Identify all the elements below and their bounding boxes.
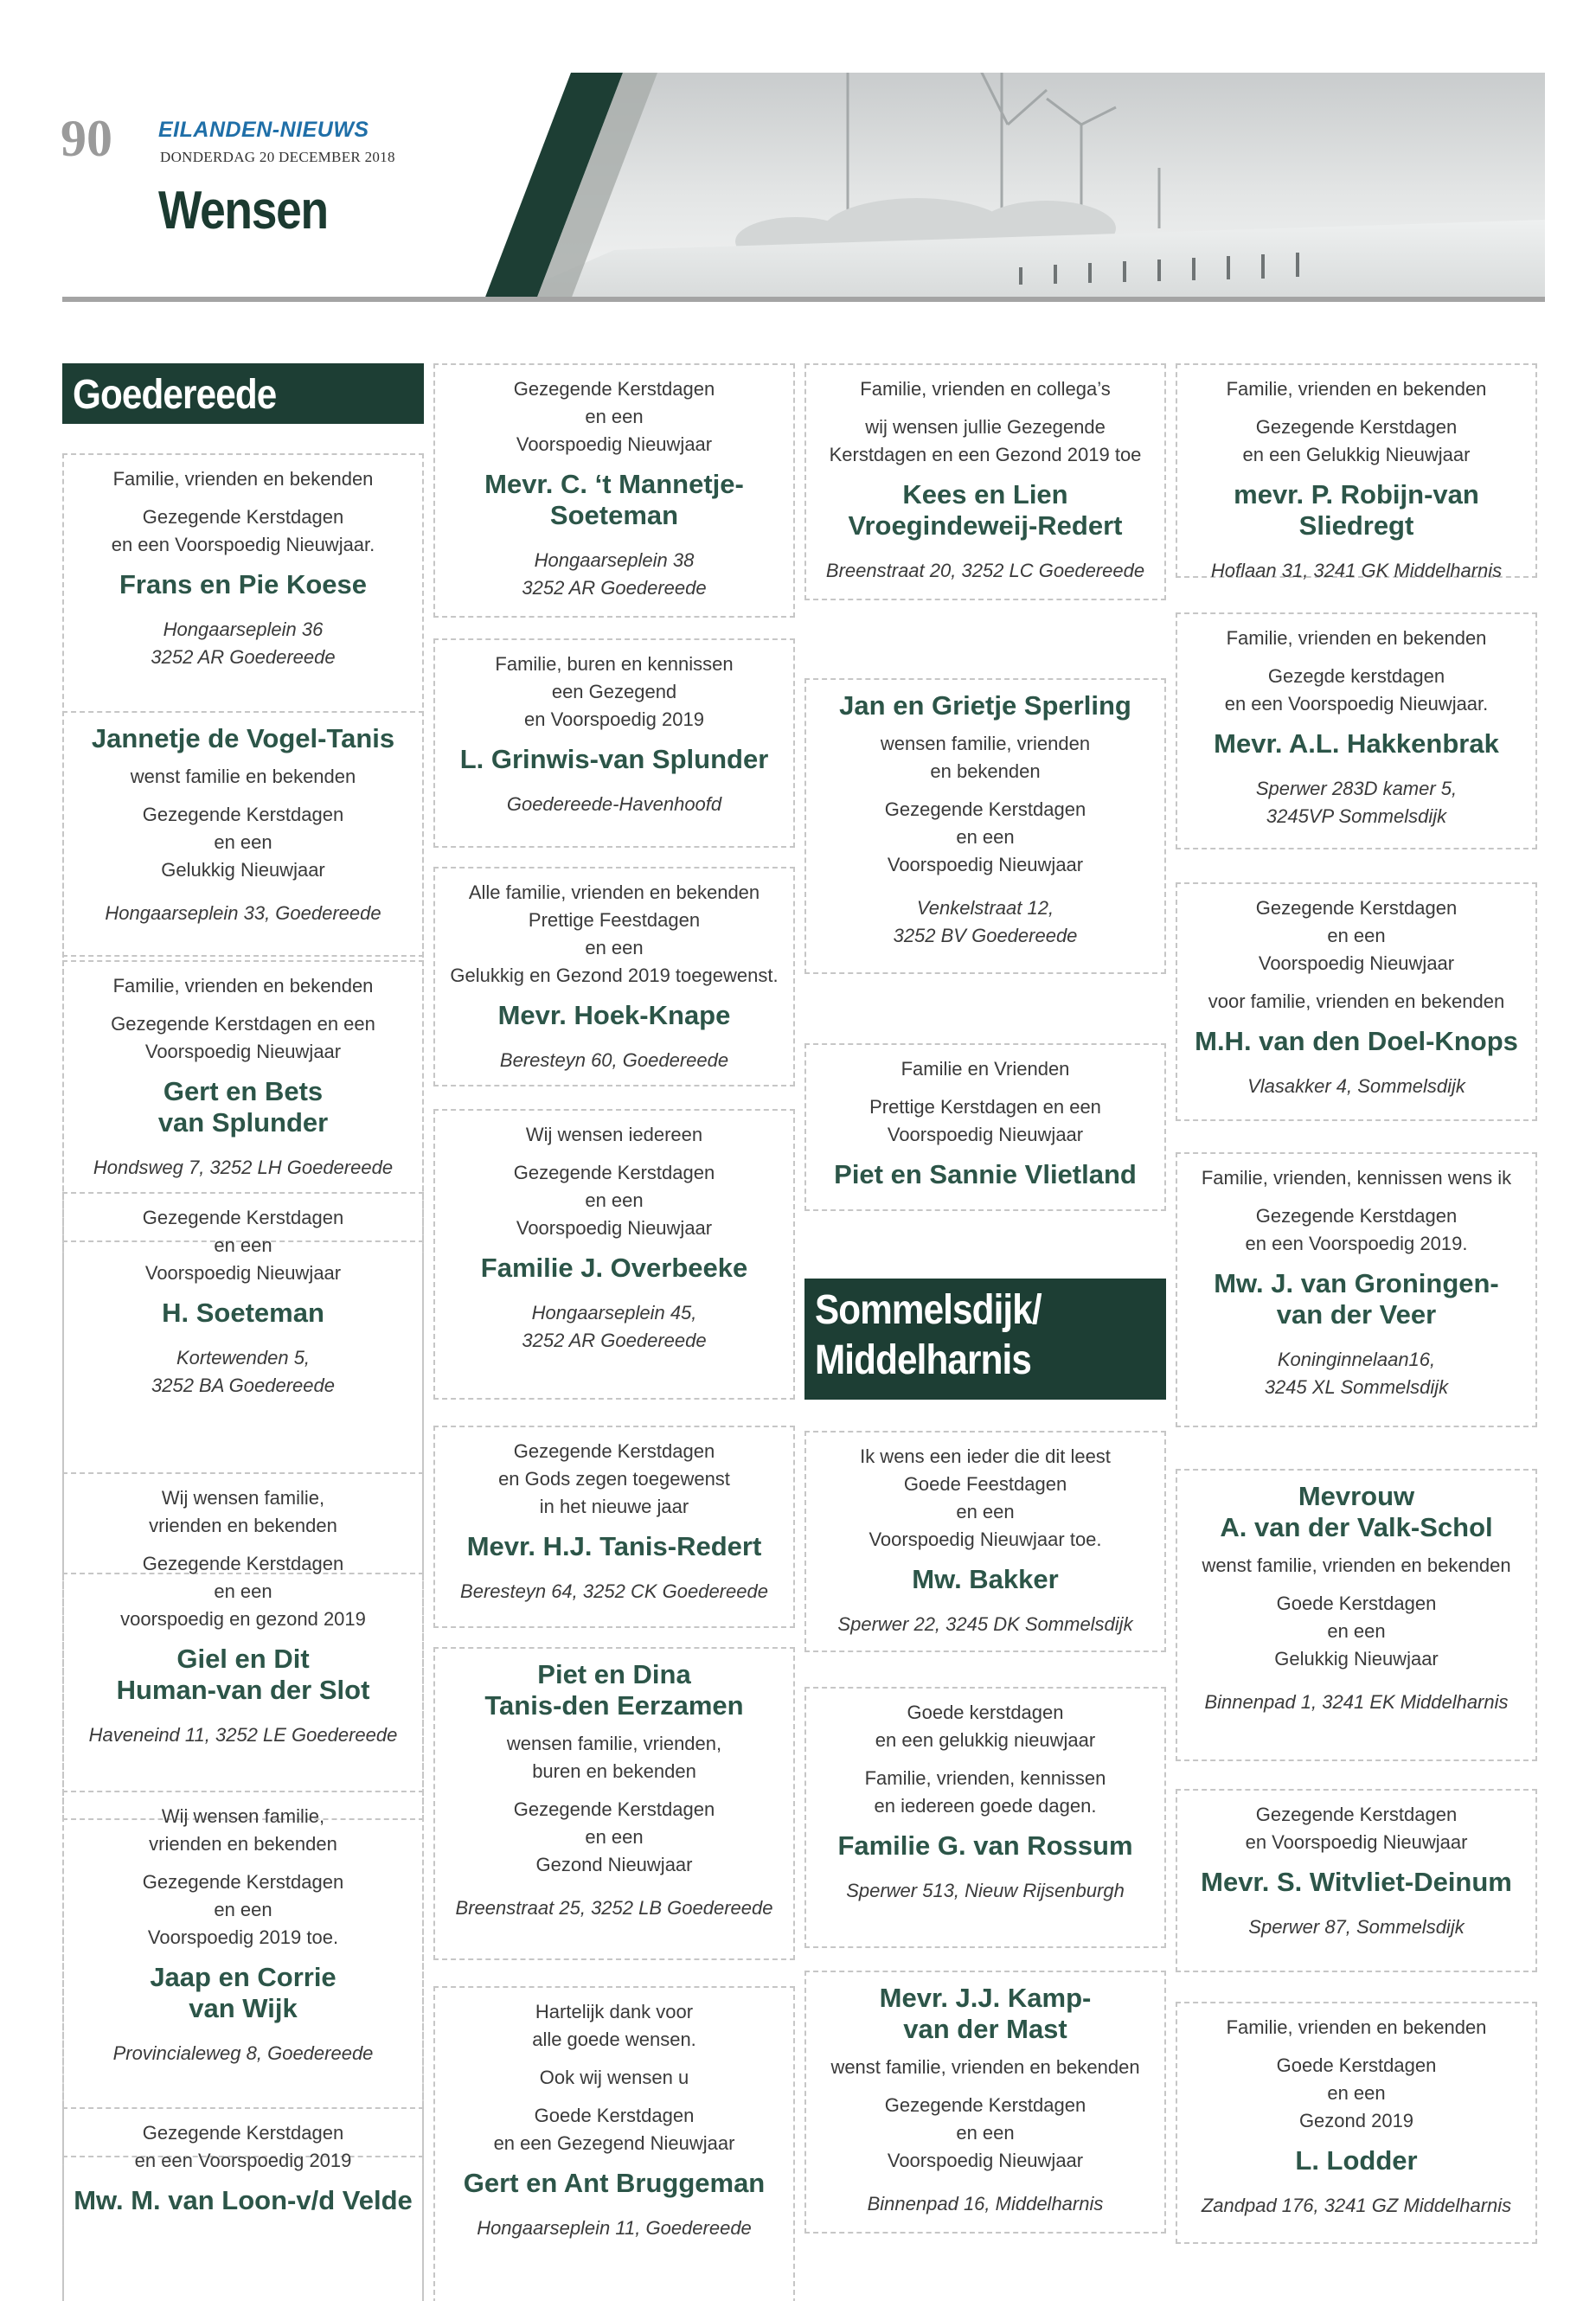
greeting-text: Gezegende Kerstdagen [142,1553,344,1574]
address-line: Hongaarseplein 33, Goedereede [105,902,381,924]
greeting-text: wensen familie, vrienden, [506,1733,722,1754]
greeting-text: wenst familie, vrienden en bekenden [830,2056,1140,2078]
greeting-text: en een [585,1826,644,1848]
region-heading [62,363,424,424]
region-heading-line: Middelharnis [815,1337,1031,1383]
sender-name-line: van Wijk [189,1993,298,2023]
sender-name [64,1962,422,2024]
address-line: Venkelstraat 12, [916,897,1054,919]
sender-name-line: Jannetje de Vogel-Tanis [91,723,395,753]
greeting-text: en een [956,1501,1015,1522]
greeting-text: Voorspoedig Nieuwjaar toe. [869,1529,1102,1550]
greeting-text: Gezegende Kerstdagen [1255,1804,1458,1825]
address-line: Koninginnelaan16, [1277,1349,1436,1370]
greeting-text: Kerstdagen en een Gezond 2019 toe [829,444,1142,465]
sender-name [435,744,793,775]
sender-name-line: Mevr. Hoek-Knape [497,1000,731,1030]
greeting-notice [433,1986,795,2301]
sender-name-line: Soeteman [549,500,679,530]
sender-address [435,1578,793,1606]
greeting-text: vrienden en bekenden [149,1833,337,1855]
greeting-text: Goede Feestdagen [903,1473,1067,1495]
greeting-text: Wij wensen iedereen [525,1124,703,1145]
greeting-text: Gezegende Kerstdagen [142,2122,344,2144]
greeting-body [1177,1552,1535,1673]
greeting-text: Prettige Kerstdagen en een [869,1096,1101,1118]
greeting-text: en iedereen goede dagen. [874,1795,1097,1817]
address-line: 3252 BV Goedereede [893,925,1078,946]
address-line: Hongaarseplein 11, Goedereede [477,2217,752,2239]
greeting-text: en een [585,406,644,427]
greeting-text: Gezegende Kerstdagen [142,804,344,825]
address-line: Binnenpad 16, Middelharnis [867,2193,1104,2214]
greeting-text: Prettige Feestdagen [528,909,701,931]
sender-name [435,1531,793,1562]
greeting-body [806,730,1164,879]
sender-name-line: H. Soeteman [162,1298,324,1328]
sender-name [806,1830,1164,1862]
greeting-text: Voorspoedig Nieuwjaar [516,1217,713,1239]
greeting-notice [433,1647,795,1960]
greeting-text: Gezegende Kerstdagen [513,1162,715,1183]
greeting-body [64,763,422,884]
sender-name [64,1644,422,1706]
sender-name [435,1253,793,1284]
sender-name-line: Mw. J. van Groningen- [1214,1268,1499,1298]
sender-name [64,1298,422,1329]
greeting-text: Wij wensen familie, [161,1487,325,1509]
publication-date: DONDERDAG 20 DECEMBER 2018 [160,149,395,165]
greeting-notice [433,1109,795,1400]
sender-address [806,2190,1164,2218]
address-line: Hondsweg 7, 3252 LH Goedereede [93,1157,394,1178]
address-line: Sperwer 22, 3245 DK Sommelsdijk [837,1613,1133,1635]
sender-name-line: Tanis-den Eerzamen [484,1690,744,1721]
address-line: Zandpad 176, 3241 GZ Middelharnis [1201,2195,1512,2216]
sender-name-line: L. Lodder [1295,2145,1418,2176]
greeting-text: Familie, vrienden en collega’s [860,378,1111,400]
sender-address [435,1299,793,1355]
address-line: Sperwer 283D kamer 5, [1255,778,1458,799]
greeting-text: Voorspoedig Nieuwjaar [887,854,1084,875]
greeting-text: en bekenden [930,760,1041,782]
newspaper-logo: EILANDEN-NIEUWS [158,118,369,142]
greeting-notice [804,1043,1166,1211]
greeting-text: en een Gezegend Nieuwjaar [493,2132,735,2154]
greeting-notice [1176,882,1537,1121]
sender-name [435,1000,793,1031]
sender-address [64,2040,422,2067]
address-line: Haveneind 11, 3252 LE Goedereede [88,1724,398,1746]
sender-address [64,1344,422,1400]
greeting-notice [804,363,1166,600]
greeting-text: in het nieuwe jaar [539,1496,689,1517]
greeting-text: en een [585,1189,644,1211]
greeting-notice [433,638,795,848]
greeting-text: Voorspoedig Nieuwjaar [516,433,713,455]
greeting-notice [62,2107,424,2301]
section-title: Wensen [158,181,328,240]
greeting-text: Gezegende Kerstdagen [1255,1205,1458,1227]
greeting-notice [433,867,795,1086]
sender-name-line: van der Mast [903,2014,1067,2044]
sender-name-line: Jan en Grietje Sperling [839,690,1131,721]
sender-name [64,723,422,754]
sender-address [435,547,793,602]
sender-address [1177,1346,1535,1401]
greeting-notice [804,678,1166,974]
sender-name-line: van Splunder [157,1107,329,1138]
sender-address [806,1877,1164,1905]
address-line: Breenstraat 20, 3252 LC Goedereede [825,560,1145,581]
greeting-text: Familie, vrienden, kennissen [864,1767,1106,1789]
sender-address [64,1721,422,1749]
greeting-text: Wij wensen familie, [161,1805,325,1827]
sender-name-line: Mevr. C. ‘t Mannetje- [484,469,744,499]
greeting-text: Hartelijk dank voor [535,2001,694,2022]
sender-name-line: Kees en Lien [902,479,1068,510]
address-line: 3252 BA Goedereede [151,1375,336,1396]
greeting-text: Gelukkig en Gezond 2019 toegewenst. [450,965,779,986]
sender-name [1177,1026,1535,1057]
greeting-text: en een [956,2122,1015,2144]
greeting-text: Gezond Nieuwjaar [535,1854,693,1875]
sender-address [1177,557,1535,585]
sender-name-line: Human-van der Slot [116,1675,370,1705]
sender-name [1177,2145,1535,2176]
address-line: Kortewenden 5, [176,1347,311,1368]
greeting-text: en een [585,937,644,958]
sender-name-line: Gert en Ant Bruggeman [463,2168,766,2198]
sender-name-line: Mw. Bakker [912,1564,1059,1594]
address-line: 3245 XL Sommelsdijk [1264,1376,1449,1398]
greeting-notice [1176,2002,1537,2244]
greeting-text: Alle familie, vrienden en bekenden [468,881,760,903]
sender-address [806,557,1164,585]
sender-name [806,1159,1164,1190]
greeting-text: en een [214,1234,272,1256]
greeting-text: Goede kerstdagen [907,1702,1064,1723]
greeting-text: Gezegende Kerstdagen [142,1871,344,1893]
sender-name [1177,1867,1535,1898]
sender-address [64,900,422,927]
greeting-text: Voorspoedig Nieuwjaar [144,1262,342,1284]
sender-name [806,479,1164,542]
greeting-body [806,2054,1164,2175]
sender-address [806,1611,1164,1638]
sender-name [1177,1268,1535,1330]
region-heading-line: Goedereede [73,372,277,418]
greeting-text: Gezegende Kerstdagen [1255,897,1458,919]
address-line: Binnenpad 1, 3241 EK Middelharnis [1204,1691,1509,1713]
region-heading-line: Sommelsdijk/ [815,1287,1042,1333]
sender-address [64,1154,422,1182]
greeting-text: Familie, vrienden en bekenden [1226,627,1487,649]
sender-name [435,469,793,531]
greeting-notice [433,363,795,618]
sender-name-line: Piet en Dina [537,1659,691,1689]
greeting-text: Voorspoedig Nieuwjaar [887,2150,1084,2171]
greeting-text: Gezegende Kerstdagen [513,1798,715,1820]
sender-name-line: Jaap en Corrie [150,1962,337,1992]
greeting-text: Gezegende Kerstdagen [142,1207,344,1228]
greeting-text: vrienden en bekenden [149,1515,337,1536]
sender-name [64,569,422,600]
header-rule [62,297,1545,302]
greeting-text: wenst familie en bekenden [130,766,356,787]
sender-name-line: Mw. M. van Loon-v/d Velde [74,2185,413,2215]
sender-name-line: van der Veer [1276,1299,1437,1330]
greeting-text: en een gelukkig nieuwjaar [875,1729,1096,1751]
sender-name-line: Gert en Bets [163,1076,324,1106]
sender-name-line: L. Grinwis-van Splunder [459,744,769,774]
greeting-text: en een [214,831,272,853]
sender-address [435,791,793,818]
greeting-text: en een [1327,2082,1386,2104]
address-line: Hongaarseplein 45, [531,1302,697,1324]
sender-name [1177,1481,1535,1543]
sender-address [1177,775,1535,830]
greeting-body [435,1730,793,1879]
sender-name-line: Mevr. H.J. Tanis-Redert [466,1531,762,1561]
sender-name-line: Mevr. S. Witvliet-Deinum [1201,1867,1512,1897]
greeting-notice [433,1426,795,1628]
sender-address [1177,1913,1535,1941]
sender-name [435,2168,793,2199]
sender-name [1177,479,1535,542]
greeting-text: en een [1327,925,1386,946]
greeting-text: Gezegende Kerstdagen [142,506,344,528]
greeting-text: Goede Kerstdagen [1276,2054,1437,2076]
sender-name-line: Piet en Sannie Vlietland [834,1159,1137,1189]
address-line: Sperwer 513, Nieuw Rijsenburgh [846,1880,1125,1901]
greeting-text: Gezegende Kerstdagen [513,1440,715,1462]
greeting-notice [1176,1789,1537,1972]
greeting-text: en een Voorspoedig 2019. [1245,1233,1468,1254]
greeting-text: Voorspoedig 2019 toe. [147,1926,339,1948]
sender-address [435,1047,793,1074]
greeting-text: en een [956,826,1015,848]
greeting-text: Gezegende Kerstdagen [513,378,715,400]
sender-name-line: mevr. P. Robijn-van Sliedregt [1234,479,1479,541]
sender-name-line: M.H. van den Doel-Knops [1195,1026,1518,1056]
greeting-text: Familie, vrienden en bekenden [1226,2016,1487,2038]
greeting-text: Familie en Vrienden [901,1058,1070,1080]
greeting-notice [804,1431,1166,1652]
sender-name-line: Giel en Dit [176,1644,310,1674]
sender-address [1177,1689,1535,1716]
sender-name [435,1659,793,1721]
address-line: Sperwer 87, Sommelsdijk [1248,1916,1465,1938]
greeting-text: en een Voorspoedig Nieuwjaar. [111,534,375,555]
greeting-text: Familie, vrienden en bekenden [112,975,374,997]
address-line: 3252 AR Goedereede [151,646,336,668]
sender-name [806,690,1164,721]
greeting-text: wensen familie, vrienden [880,733,1091,754]
sender-name [1177,728,1535,760]
greeting-text: wij wensen jullie Gezegende [865,416,1106,438]
sender-address [1177,1073,1535,1100]
sender-name [64,1076,422,1138]
sender-name-line: A. van der Valk-Schol [1220,1512,1493,1542]
address-line: Hongaarseplein 36 [163,619,324,640]
greeting-text: Gelukkig Nieuwjaar [1274,1648,1439,1670]
greeting-text: en een Voorspoedig 2019 [134,2150,352,2171]
greeting-text: Gezegende Kerstdagen [1255,416,1458,438]
sender-address [64,616,422,671]
greeting-text: en een Voorspoedig Nieuwjaar. [1224,693,1489,715]
greeting-text: Gelukkig Nieuwjaar [161,859,325,881]
greeting-notice [1176,612,1537,849]
sender-address [435,2214,793,2242]
greeting-notice [1176,1469,1537,1761]
sender-name-line: Mevr. A.L. Hakkenbrak [1214,728,1499,759]
greeting-text: Voorspoedig Nieuwjaar [144,1041,342,1062]
sender-name-line: Mevrouw [1298,1481,1415,1511]
greeting-notice [1176,1152,1537,1427]
greeting-text: voor familie, vrienden en bekenden [1208,990,1505,1012]
sender-address [1177,2192,1535,2220]
greeting-notice [804,1687,1166,1948]
sender-name [806,1983,1164,2045]
address-line: Beresteyn 60, Goedereede [499,1049,729,1071]
address-line: Provincialeweg 8, Goedereede [112,2042,374,2064]
sender-name-line: Vroegindeweij-Redert [848,510,1123,541]
sender-name-line: Familie J. Overbeeke [480,1253,748,1283]
greeting-text: Familie, vrienden en bekenden [112,468,374,490]
address-line: Goedereede-Havenhoofd [506,793,722,815]
greeting-text: Gezegende Kerstdagen en een [111,1013,375,1035]
address-line: Breenstraat 25, 3252 LB Goedereede [455,1897,773,1919]
greeting-text: Voorspoedig Nieuwjaar [1258,952,1455,974]
sender-name-line: Mevr. J.J. Kamp- [879,1983,1092,2013]
greeting-text: en Gods zegen toegewenst [498,1468,730,1490]
address-line: Hoflaan 31, 3241 GK Middelharnis [1210,560,1503,581]
sender-name-line: Frans en Pie Koese [119,569,367,599]
greeting-text: en een [1327,1620,1386,1642]
greeting-text: Familie, buren en kennissen [495,653,734,675]
greeting-text: wenst familie, vrienden en bekenden [1202,1554,1511,1576]
address-line: 3252 AR Goedereede [522,577,707,599]
header-photo [484,73,1545,299]
sender-address [806,894,1164,950]
greeting-text: Gezegde kerstdagen [1267,665,1445,687]
greeting-text: Ook wij wensen u [539,2067,689,2088]
greeting-text: Goede Kerstdagen [1276,1593,1437,1614]
greeting-text: en een [214,1899,272,1920]
greeting-text: Goede Kerstdagen [534,2105,695,2126]
sender-address [435,1894,793,1922]
address-line: 3252 AR Goedereede [522,1330,707,1351]
address-line: Beresteyn 64, 3252 CK Goedereede [460,1580,768,1602]
greeting-notice [1176,363,1537,581]
greeting-text: Gezegende Kerstdagen [884,798,1086,820]
sender-name [64,2185,422,2216]
greeting-text: buren en bekenden [532,1760,696,1782]
greeting-notice [804,1971,1166,2234]
greeting-text: alle goede wensen. [532,2029,696,2050]
greeting-text: en Voorspoedig 2019 [524,708,704,730]
greeting-text: voorspoedig en gezond 2019 [120,1608,366,1630]
address-line: Hongaarseplein 38 [534,549,695,571]
page-number: 90 [61,110,112,167]
greeting-text: Familie, vrienden en bekenden [1226,378,1487,400]
greeting-text: Familie, vrienden, kennissen wens ik [1201,1167,1512,1189]
greeting-text: een Gezegend [551,681,677,702]
address-line: 3245VP Sommelsdijk [1266,805,1447,827]
greeting-text: en een [214,1580,272,1602]
greeting-text: en Voorspoedig Nieuwjaar [1245,1831,1468,1853]
sender-name [806,1564,1164,1595]
sender-name-line: Familie G. van Rossum [837,1830,1133,1861]
greeting-text: en een Gelukkig Nieuwjaar [1242,444,1471,465]
address-line: Vlasakker 4, Sommelsdijk [1247,1075,1465,1097]
greeting-text: Gezegende Kerstdagen [884,2094,1086,2116]
greeting-text: Ik wens een ieder die dit leest [860,1445,1111,1467]
region-heading [804,1279,1166,1400]
greeting-text: Gezond 2019 [1298,2110,1414,2131]
greeting-text: Voorspoedig Nieuwjaar [887,1124,1084,1145]
